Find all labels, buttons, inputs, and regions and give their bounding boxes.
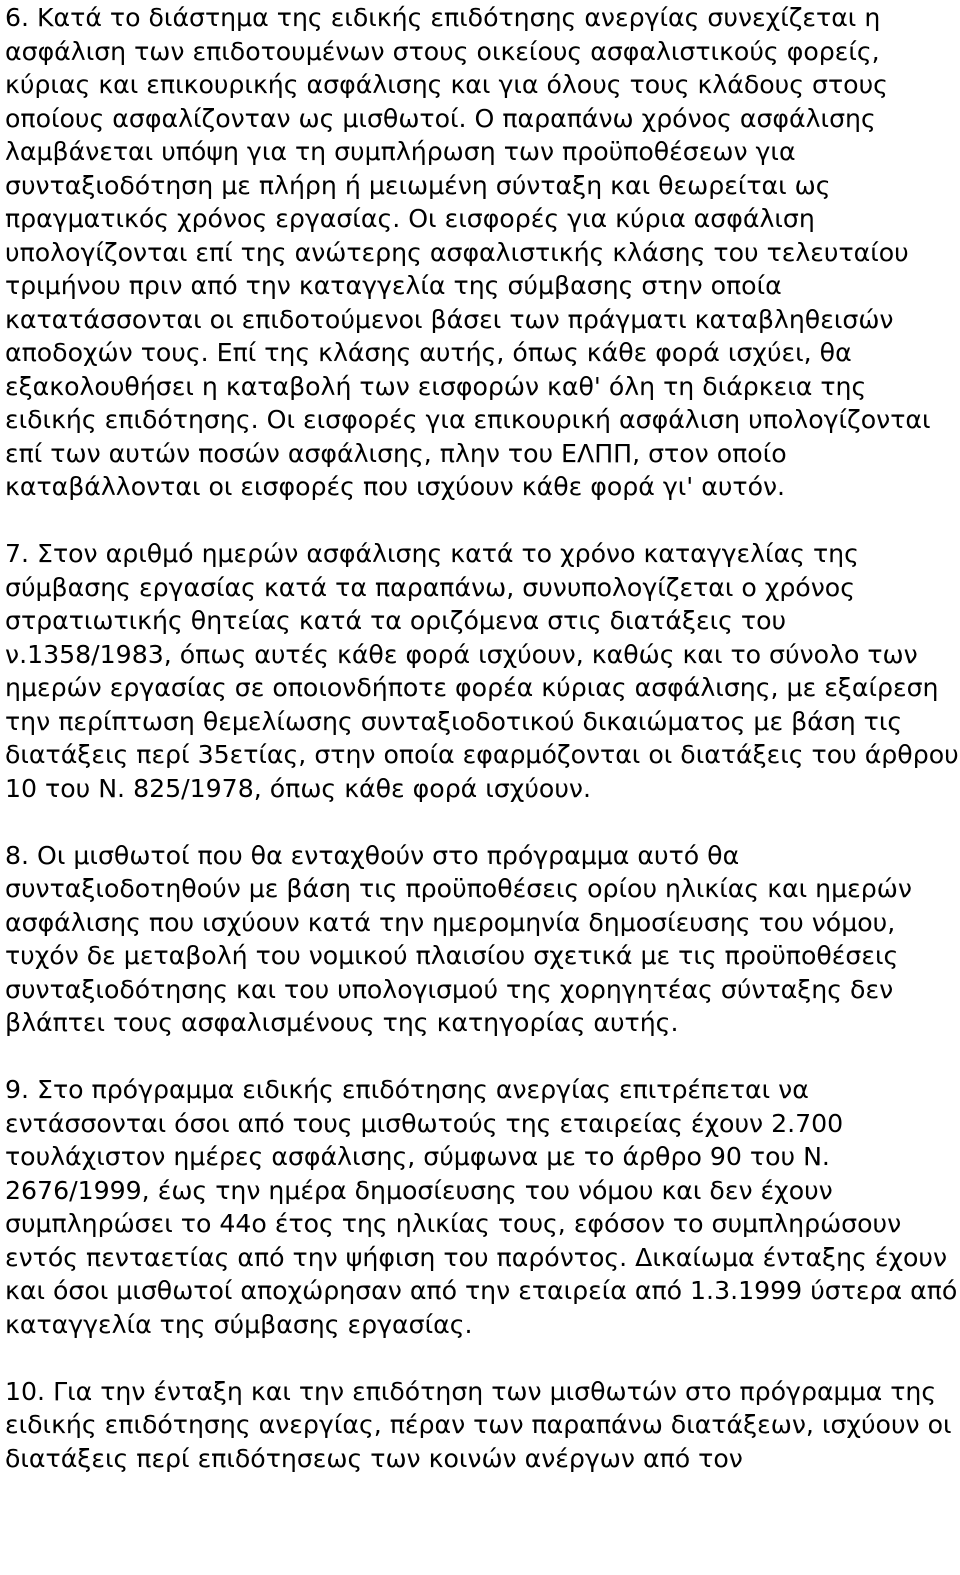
document-body — [5, 1, 960, 1475]
paragraph-9: 9. Στο πρόγραμμα ειδικής επιδότησης ανεργίας επιτρέπεται να εντάσσονται όσοι από τους μισθωτούς της εταιρείας έχουν 2.700 τουλάχιστον ημέρες ασφάλισης, σύμφωνα με το άρθρο 90 του Ν. 2676/1999, έως την ημέρα δημοσίευσης του νόμου και δεν έχουν συμπληρώσει το 44ο έτος της ηλικίας τους, εφόσον το συμπληρώσουν εντός πενταετίας από την ψήφιση του παρόντος. Δικαίωμα ένταξης έχουν και όσοι μισθωτοί αποχώρησαν από την εταιρεία από 1.3.1999 ύστερα από καταγγελία της σύμβασης εργασίας. — [5, 1075, 958, 1339]
paragraph-7: 7. Στον αριθμό ημερών ασφάλισης κατά το χρόνο καταγγελίας της σύμβασης εργασίας κατά τα παραπάνω, συνυπολογίζεται ο χρόνος στρατιωτικής θητείας κατά τα οριζόμενα στις διατάξεις του ν.1358/1983, όπως αυτές κάθε φορά ισχύουν, καθώς και το σύνολο των ημερών εργασίας σε οποιονδήποτε φορέα κύριας ασφάλισης, με εξαίρεση την περίπτωση θεμελίωσης συνταξιοδοτικού δικαιώματος με βάση τις διατάξεις περί 35ετίας, στην οποία εφαρμόζονται οι διατάξεις του άρθρου 10 του Ν. 825/1978, όπως κάθε φορά ισχύουν. — [5, 539, 959, 803]
paragraph-8: 8. Οι μισθωτοί που θα ενταχθούν στο πρόγραμμα αυτό θα συνταξιοδοτηθούν με βάση τις προϋποθέσεις ορίου ηλικίας και ημερών ασφάλισης που ισχύουν κατά την ημερομηνία δημοσίευσης του νόμου, τυχόν δε μεταβολή του νομικού πλαισίου σχετικά με τις προϋποθέσεις συνταξιοδότησης και του υπολογισμού της χορηγητέας σύνταξης δεν βλάπτει τους ασφαλισμένους της κατηγορίας αυτής. — [5, 840, 912, 1037]
paragraph-6: 6. Κατά το διάστημα της ειδικής επιδότησης ανεργίας συνεχίζεται η ασφάλιση των επιδοτουμένων στους οικείους ασφαλιστικούς φορείς, κύριας και επικουρικής ασφάλισης και για όλους τους κλάδους στους οποίους ασφαλίζονταν ως μισθωτοί. Ο παραπάνω χρόνος ασφάλισης λαμβάνεται υπόψη για τη συμπλήρωση των προϋποθέσεων για συνταξιοδότηση με πλήρη ή μειωμένη σύνταξη και θεωρείται ως πραγματικός χρόνος εργασίας. Οι εισφορές για κύρια ασφάλιση υπολογίζονται επί της ανώτερης ασφαλιστικής κλάσης του τελευταίου τριμήνου πριν από την καταγγελία της σύμβασης στην οποία κατατάσσονται οι επιδοτούμενοι βάσει των πράγματι καταβληθεισών αποδοχών τους. Επί της κλάσης αυτής, όπως κάθε φορά ισχύει, θα εξακολουθήσει η καταβολή των εισφορών καθ' όλη τη διάρκεια της ειδικής επιδότησης. Οι εισφορές για επικουρική ασφάλιση υπολογίζονται επί των αυτών ποσών ασφάλισης, πλην του ΕΛΠΠ, στον οποίο καταβάλλονται οι εισφορές που ισχύουν κάθε φορά γι' αυτόν. — [5, 3, 931, 501]
paragraph-10: 10. Για την ένταξη και την επιδότηση των μισθωτών στο πρόγραμμα της ειδικής επιδότησης ανεργίας, πέραν των παραπάνω διατάξεων, ισχύουν οι διατάξεις περί επιδότησεως των κοινών ανέργων από τον — [5, 1376, 952, 1473]
